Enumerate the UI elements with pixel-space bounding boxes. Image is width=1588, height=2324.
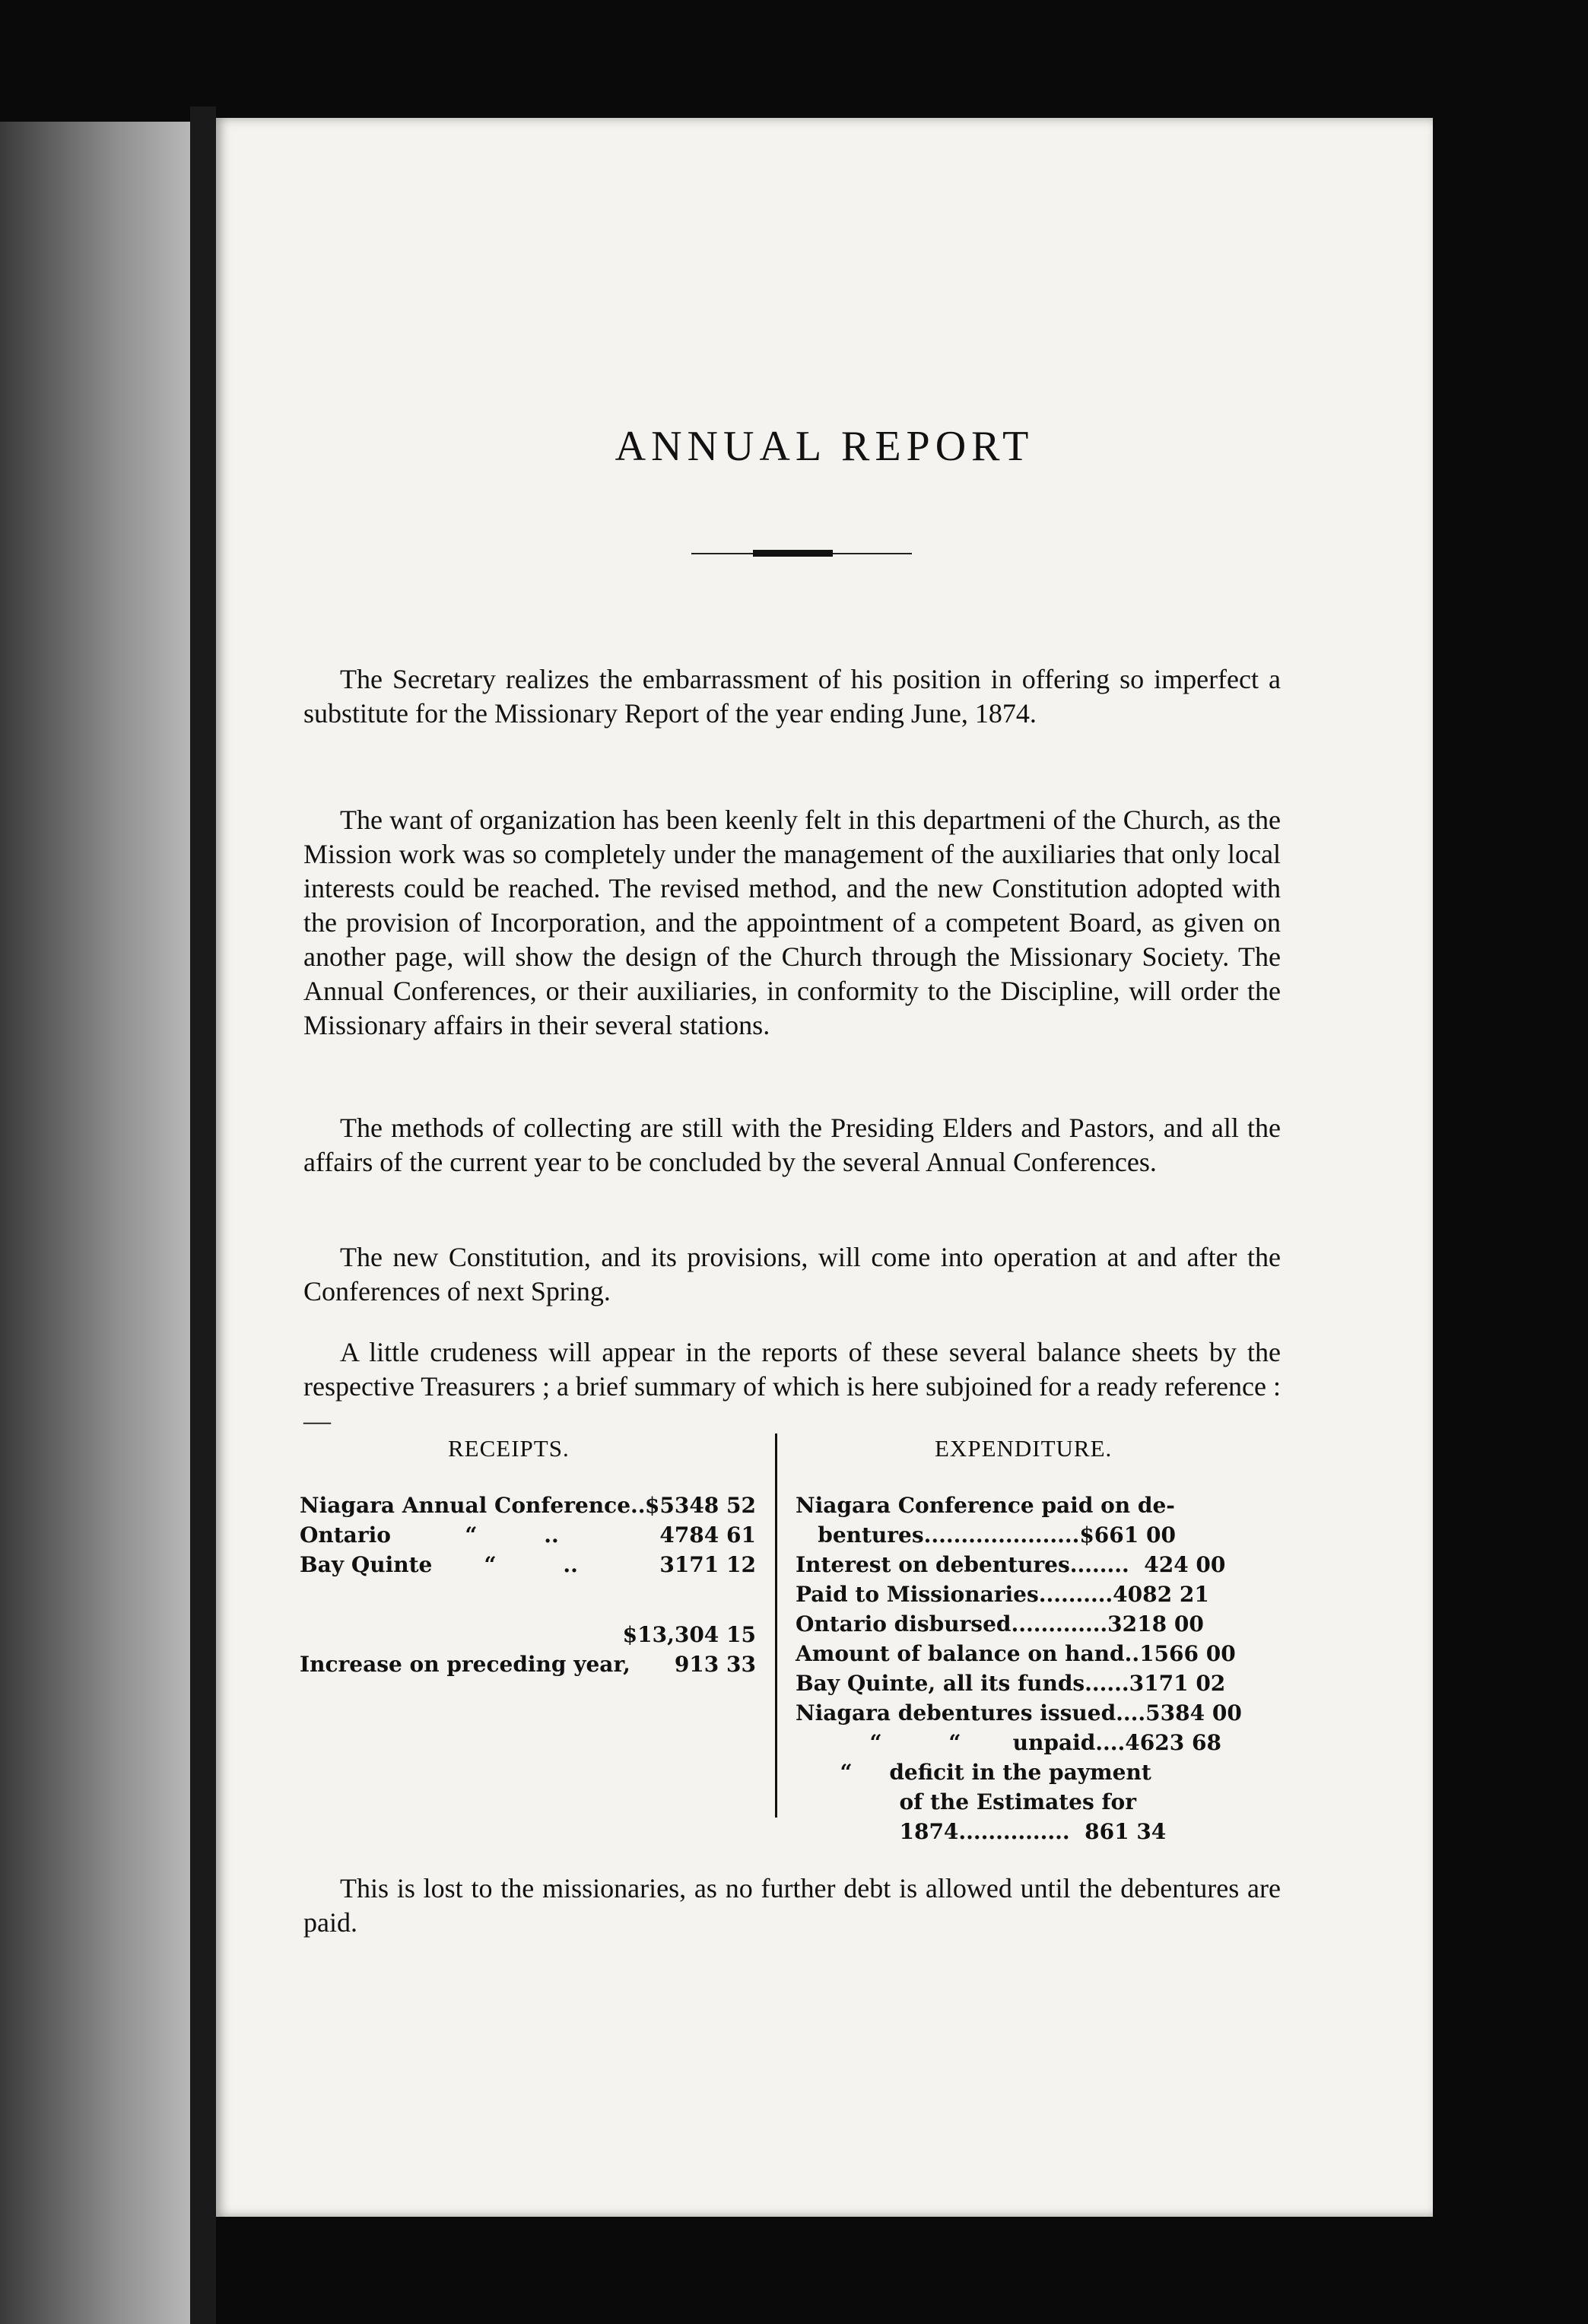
title-rule-ornament — [753, 550, 833, 557]
expenditure-line: bentures.....................$661 00 — [796, 1522, 1176, 1548]
paragraph-4: The new Constitution, and its provisions, will come into operation at and after the Conferences of next Spring. — [303, 1242, 1281, 1306]
expenditure-line: Interest on debentures........ 424 00 — [796, 1552, 1226, 1577]
closing-paragraph: This is lost to the missionaries, as no further debt is allowed until the debentures are paid. — [303, 1873, 1281, 1938]
paragraph-1: The Secretary realizes the embarrassment of his position in offering so imperfect a substitute for the Missionary Report of the year ending June, 1874. — [303, 664, 1281, 729]
paragraph-2: The want of organization has been keenly felt in this departmeni of the Church, as the Mission work was so completely under the management of the auxiliaries that only local interests could be reached. The revised method, and the new Constitution adopted with the provision of Incorporation, and the appointment of a competent Board, as given on another page, will show the design of the Church through the Missionary Society. The Annual Conferences, or their auxiliaries, in conformity to the Discipline, will order the Missionary affairs in their several stations. — [303, 805, 1281, 1040]
expenditure-line: “ deficit in the payment — [796, 1760, 1151, 1785]
document-page — [216, 118, 1433, 2217]
receipts-total: $13,304 15 — [622, 1622, 756, 1647]
expenditure-line: 1874............... 861 34 — [796, 1819, 1167, 1844]
book-spine — [190, 106, 216, 2324]
expenditure-line: Niagara Conference paid on de- — [796, 1493, 1175, 1518]
expenditure-line: “ “ unpaid....4623 68 — [796, 1730, 1221, 1755]
paragraph-3: The methods of collecting are still with the Presiding Elders and Pastors, and all the affairs of the current year to be concluded by the several Annual Conferences. — [303, 1113, 1281, 1177]
expenditure-line: Amount of balance on hand..1566 00 — [796, 1641, 1236, 1666]
column-divider — [775, 1433, 777, 1818]
paragraph-5: A little crudeness will appear in the reports of these several balance sheets by the respective Treasurers ; a brief summary of which is here subjoined for a ready reference :— — [303, 1337, 1281, 1436]
expenditure-line: of the Estimates for — [796, 1789, 1136, 1814]
receipt-amount: 4784 61 — [659, 1522, 756, 1548]
expenditure-line: Paid to Missionaries..........4082 21 — [796, 1582, 1209, 1607]
receipt-row: Niagara Annual Conference.. — [300, 1493, 646, 1518]
left-page-edge — [0, 122, 190, 2324]
expenditure-line: Bay Quinte, all its funds......3171 02 — [796, 1671, 1226, 1696]
increase-amount: 913 33 — [674, 1652, 756, 1677]
receipts-heading: RECEIPTS. — [448, 1435, 570, 1462]
receipt-amount: 3171 12 — [659, 1552, 756, 1577]
expenditure-line: Niagara debentures issued....5384 00 — [796, 1700, 1242, 1726]
expenditure-line: Ontario disbursed.............3218 00 — [796, 1611, 1204, 1637]
expenditure-heading: EXPENDITURE. — [935, 1435, 1113, 1462]
receipt-row: Ontario “ .. — [300, 1522, 559, 1548]
increase-label: Increase on preceding year, — [300, 1652, 630, 1677]
page-title: ANNUAL REPORT — [615, 423, 1034, 470]
receipt-amount: $5348 52 — [644, 1493, 756, 1518]
receipt-row: Bay Quinte “ .. — [300, 1552, 578, 1577]
